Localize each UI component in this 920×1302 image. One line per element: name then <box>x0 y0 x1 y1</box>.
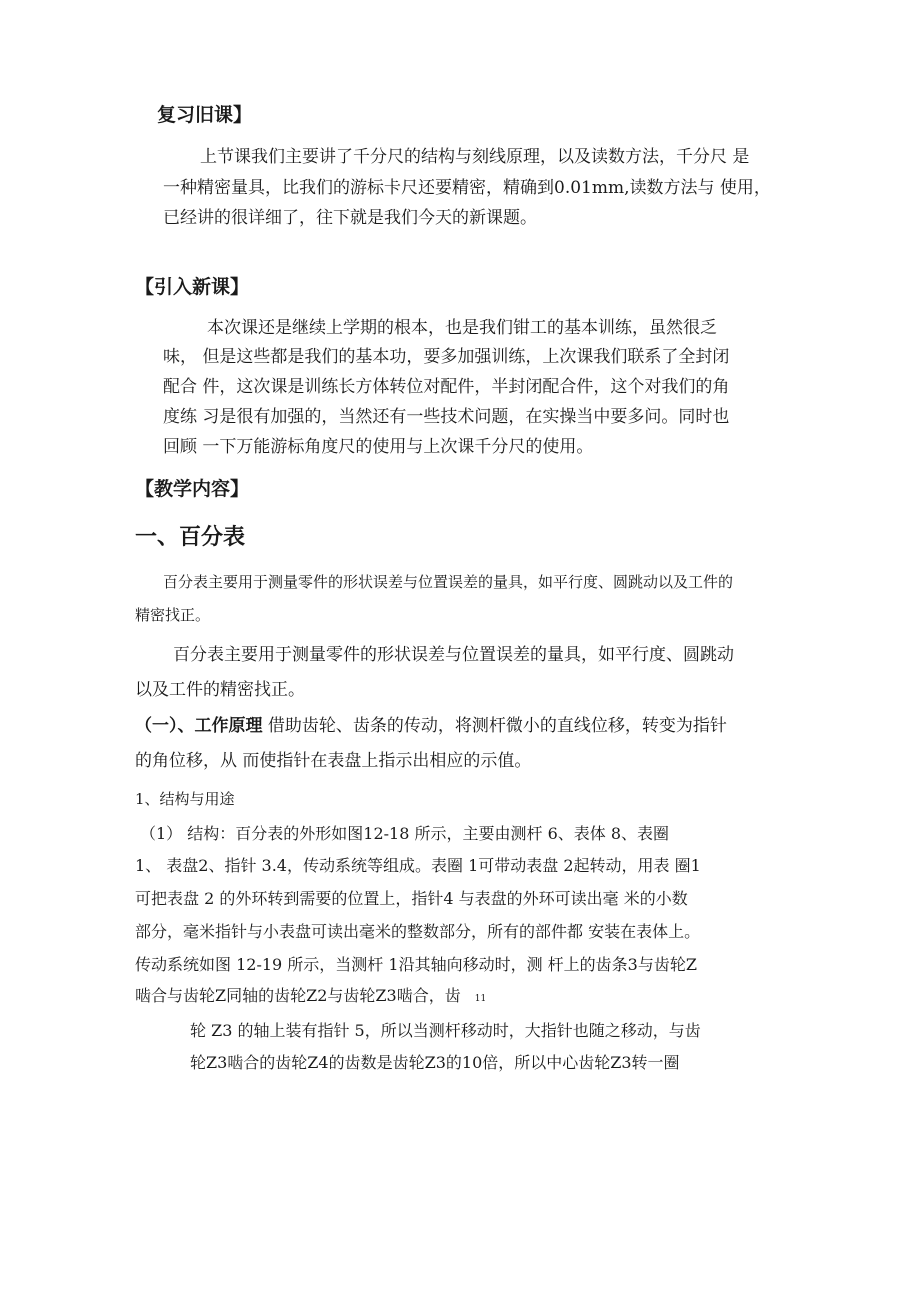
principle-text: 借助齿轮、齿条的传动，将测杆微小的直线位移，转变为指针 <box>267 716 727 736</box>
review-line-2: 一种精密量具，比我们的游标卡尺还要精密，精确到0.01mm,读数方法与 使用， <box>163 178 771 198</box>
review-line-3: 已经讲的很详细了，往下就是我们今天的新课题。 <box>163 208 537 228</box>
paragraph-large-line-1: 百分表主要用于测量零件的形状误差与位置误差的量具，如平行度、圆跳动 <box>173 645 734 665</box>
structure-line-6-text: 啮合与齿轮Z同轴的齿轮Z2与齿轮Z3啮合，齿 <box>135 986 461 1005</box>
structure-line-4: 部分，毫米指针与小表盘可读出毫米的整数部分，所有的部件都 安装在表体上。 <box>135 922 701 941</box>
structure-line-6 <box>135 988 486 1004</box>
principle-label: （一）、工作原理 <box>135 716 263 736</box>
intro-line-2: 味， 但是这些都是我们的基本功，要多加强训练，上次课我们联系了全封闭 <box>163 347 730 367</box>
structure-line-5: 传动系统如图 12-19 所示，当测杆 1沿其轴向移动时，测 杆上的齿条3与齿轮Z <box>135 955 697 974</box>
structure-line-1: （1） 结构：百分表的外形如图12-18 所示，主要由测杆 6、表体 8、表圈 <box>140 824 670 843</box>
content-heading: 【教学内容】 <box>135 478 250 500</box>
intro-line-3: 配合 件，这次课是训练长方体转位对配件，半封闭配合件，这个对我们的角 <box>163 377 730 397</box>
section-title: 一、百分表 <box>135 525 246 550</box>
intro-line-5: 回顾 一下万能游标角度尺的使用与上次课千分尺的使用。 <box>163 437 594 457</box>
principle-continuation: 的角位移，从 而使指针在表盘上指示出相应的示值。 <box>135 751 532 771</box>
review-heading: 复习旧课】 <box>157 104 253 126</box>
intro-line-4: 度练 习是很有加强的，当然还有一些技术问题，在实操当中要多问。同时也 <box>163 407 730 427</box>
paragraph-large-line-2: 以及工件的精密找正。 <box>135 680 305 700</box>
intro-line-1: 本次课还是继续上学期的根本，也是我们钳工的基本训练，虽然很乏 <box>207 318 717 338</box>
page-number: 11 <box>474 994 487 1004</box>
after-line-1: 轮 Z3 的轴上装有指针 5，所以当测杆移动时，大指针也随之移动，与齿 <box>190 1021 701 1040</box>
sub-heading-structure: 1、结构与用途 <box>135 790 235 808</box>
review-line-1: 上节课我们主要讲了千分尺的结构与刻线原理，以及读数方法，千分尺 是 <box>200 147 750 167</box>
intro-heading: 【引入新课】 <box>135 276 250 298</box>
paragraph-small-line-1: 百分表主要用于测量零件的形状误差与位置误差的量具，如平行度、圆跳动以及工件的 <box>163 573 734 591</box>
structure-line-3: 可把表盘 2 的外环转到需要的位置上，指针4 与表盘的外环可读出毫 米的小数 <box>135 889 688 908</box>
structure-line-2: 1、 表盘2、指针 3.4，传动系统等组成。表圈 1可带动表盘 2起转动，用表 圈1 <box>135 856 701 875</box>
principle-line <box>135 718 727 735</box>
after-line-2: 轮Z3啮合的齿轮Z4的齿数是齿轮Z3的10倍，所以中心齿轮Z3转一圈 <box>190 1053 680 1072</box>
paragraph-small-line-2: 精密找正。 <box>135 606 211 624</box>
